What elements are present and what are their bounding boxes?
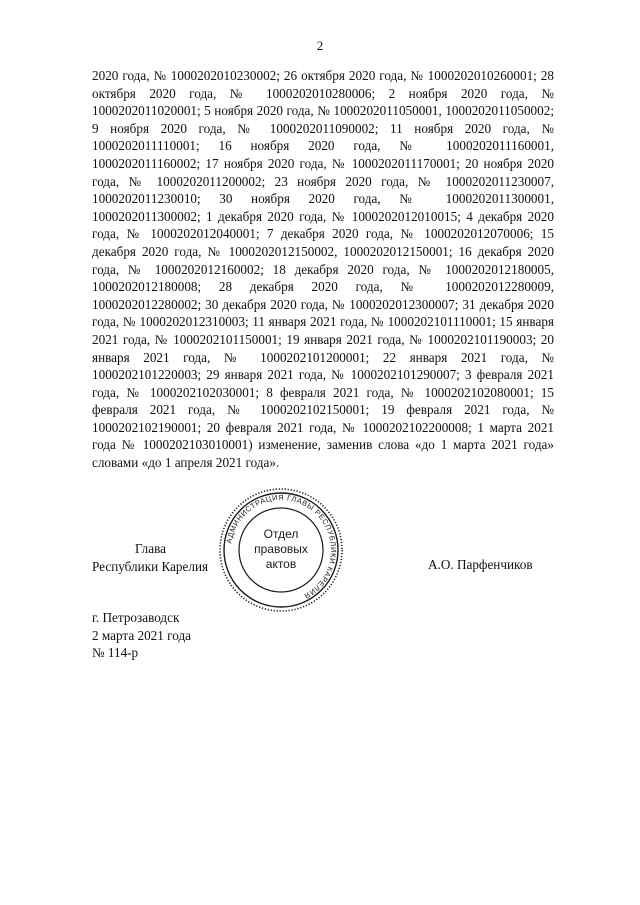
stamp-center-line2: правовых [254, 542, 308, 556]
document-footer [92, 609, 191, 662]
body-text: 2020 года, № 1000202010230002; 26 октября 2020 года, № 1000202010260001; 28 октября 2020 года, № 1000202010280006; 2 ноября 2020 года, № 1000202011020001; 5 ноября 2020 года, № 1000202011050001, 1000202011050002; 9 ноября 2020 года, № 1000202011090002; 11 ноября 2020 года, № 1000202011110001; 16 ноября 2020 года, № 1000202011160001, 1000202011160002; 17 ноября 2020 года, № 1000202011170001; 20 ноября 2020 года, № 1000202011200002; 23 ноября 2020 года, № 1000202011230007, 1000202011230010; 30 ноября 2020 года, № 1000202011300001, 1000202011300002; 1 декабря 2020 года, № 1000202012010015; 4 декабря 2020 года, № 1000202012040001; 7 декабря 2020 года, № 1000202012070006; 15 декабря 2020 года, № 1000202012150002, 1000202012150001; 16 декабря 2020 года, № 1000202012160002; 18 декабря 2020 года, № 1000202012180005, 1000202012180008; 28 декабря 2020 года, № 1000202012280009, 1000202012280002; 30 декабря 2020 года, № 1000202012300007; 31 декабря 2020 года, № 1000202012310003; 11 января 2021 года, № 1000202101110001; 15 января 2021 года, № 1000202101150001; 19 января 2021 года, № 1000202101190003; 20 января 2021 года, № 1000202101200001; 22 января 2021 года, № 1000202101220003; 29 января 2021 года, № 1000202101290007; 3 февраля 2021 года, № 1000202102030001; 8 февраля 2021 года, № 1000202102080001; 15 февраля 2021 года, № 1000202102150001; 19 февраля 2021 года, № 1000202102190001; 20 февраля 2021 года, № 1000202102200008; 1 марта 2021 года № 1000202103010001) изменение, заменив слова «до 1 марта 2021 года» словами «до 1 апреля 2021 года». [92, 68, 554, 471]
footer-date: 2 марта 2021 года [92, 627, 192, 643]
signatory-name: А.О. Парфенчиков [428, 557, 533, 572]
stamp-center-line3: актов [265, 557, 297, 571]
signatory-title-line1: Глава [135, 541, 166, 556]
signatory-title-line2: Республики Карелия [92, 558, 209, 574]
stamp-ring-text: АДМИНИСТРАЦИЯ ГЛАВЫ РЕСПУБЛИКИ КАРЕЛИЯ [224, 492, 339, 601]
signatory-title [92, 540, 208, 575]
footer-number: № 114-р [92, 645, 139, 661]
page-number: 2 [316, 38, 324, 53]
footer-city: г. Петрозаводск [92, 610, 180, 625]
stamp-center-line1: Отдел [263, 527, 299, 541]
official-seal-stamp [218, 487, 344, 613]
